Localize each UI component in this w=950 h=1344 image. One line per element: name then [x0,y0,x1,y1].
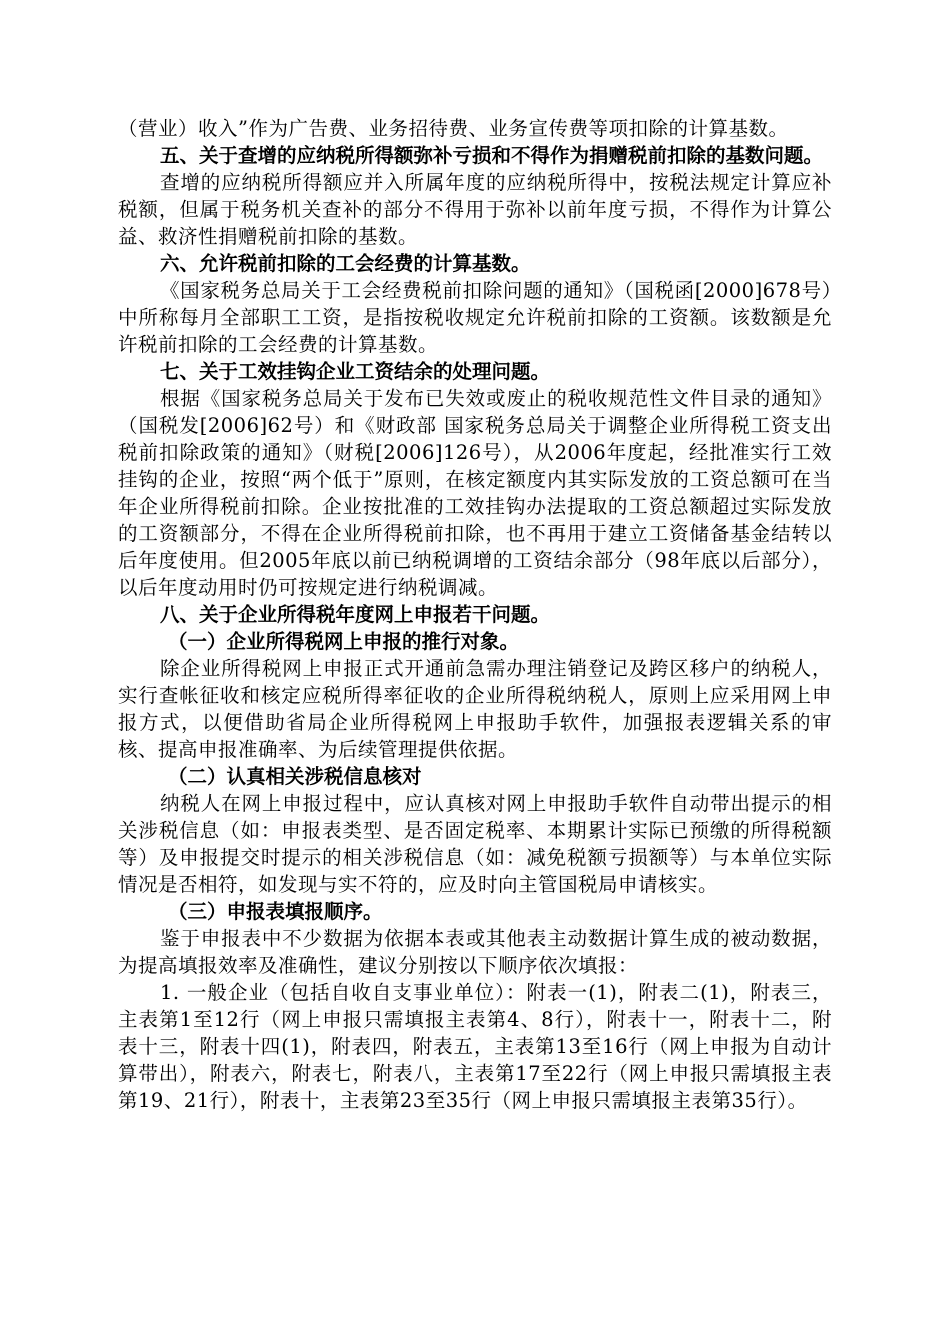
subsection-heading-2: （二）认真相关涉税信息核对 [168,765,422,788]
paragraph-1: （营业）收入”作为广告费、业务招待费、业务宣传费等项扣除的计算基数。 [118,117,789,140]
section-heading-7: 七、关于工效挂钩企业工资结余的处理问题。 [160,360,551,383]
document-page [118,115,832,1114]
paragraph-5: 除企业所得税网上申报正式开通前急需办理注销登记及跨区移户的纳税人，实行查帐征收和核定应税所得率征收的企业所得税纳税人，原则上应采用网上申报方式，以便借助省局企业所得税网上申报助手软件，加强报表逻辑关系的审核、提高申报准确率、为后续管理提供依据。 [118,657,832,761]
paragraph-8: 1. 一般企业（包括自收自支事业单位）：附表一(1)，附表二(1)，附表三，主表第1至12行（网上申报只需填报主表第4、8行），附表十一，附表十二，附表十三，附表十四(1)，附表四，附表五，主表第13至16行（网上申报为自动计算带出），附表六，附表七，附表八，主表第17至22行（网上申报只需填报主表第19、21行），附表十，主表第23至35行（网上申报只需填报主表第35行）。 [118,981,832,1112]
paragraph-3: 《国家税务总局关于工会经费税前扣除问题的通知》（国税函[2000]678号）中所称每月全部职工工资，是指按税收规定允许税前扣除的工资额。该数额是允许税前扣除的工会经费的计算基数。 [118,279,832,356]
paragraph-7: 鉴于申报表中不少数据为依据本表或其他表主动数据计算生成的被动数据，为提高填报效率及准确性，建议分别按以下顺序依次填报： [118,927,832,977]
paragraph-2: 查增的应纳税所得额应并入所属年度的应纳税所得中，按税法规定计算应补税额，但属于税务机关查补的部分不得用于弥补以前年度亏损，不得作为计算公益、救济性捐赠税前扣除的基数。 [118,171,832,248]
paragraph-4: 根据《国家税务总局关于发布已失效或废止的税收规范性文件目录的通知》（国税发[2006]62号）和《财政部 国家税务总局关于调整企业所得税工资支出税前扣除政策的通知》（财税[2006]126号），从2006年度起，经批准实行工效挂钩的企业，按照“两个低于”原则，在核定额度内其实际发放的工资总额可在当年企业所得税前扣除。企业按批准的工效挂钩办法提取的工资总额超过实际发放的工资额部分，不得在企业所得税前扣除，也不再用于建立工资储备基金结转以后年度使用。但2005年底以前已纳税调增的工资结余部分（98年底以后部分），以后年度动用时仍可按规定进行纳税调减。 [118,387,832,599]
section-heading-8: 八、关于企业所得税年度网上申报若干问题。 [160,603,551,626]
paragraph-6: 纳税人在网上申报过程中，应认真核对网上申报助手软件自动带出提示的相关涉税信息（如：申报表类型、是否固定税率、本期累计实际已预缴的所得税额等）及申报提交时提示的相关涉税信息（如：减免税额亏损额等）与本单位实际情况是否相符，如发现与实不符的，应及时向主管国税局申请核实。 [118,792,832,896]
section-heading-5: 五、关于查增的应纳税所得额弥补亏损和不得作为捐赠税前扣除的基数问题。 [160,144,824,167]
section-heading-6: 六、允许税前扣除的工会经费的计算基数。 [160,252,531,275]
subsection-heading-3: （三）申报表填报顺序。 [168,900,383,923]
subsection-heading-1: （一）企业所得税网上申报的推行对象。 [168,630,520,653]
